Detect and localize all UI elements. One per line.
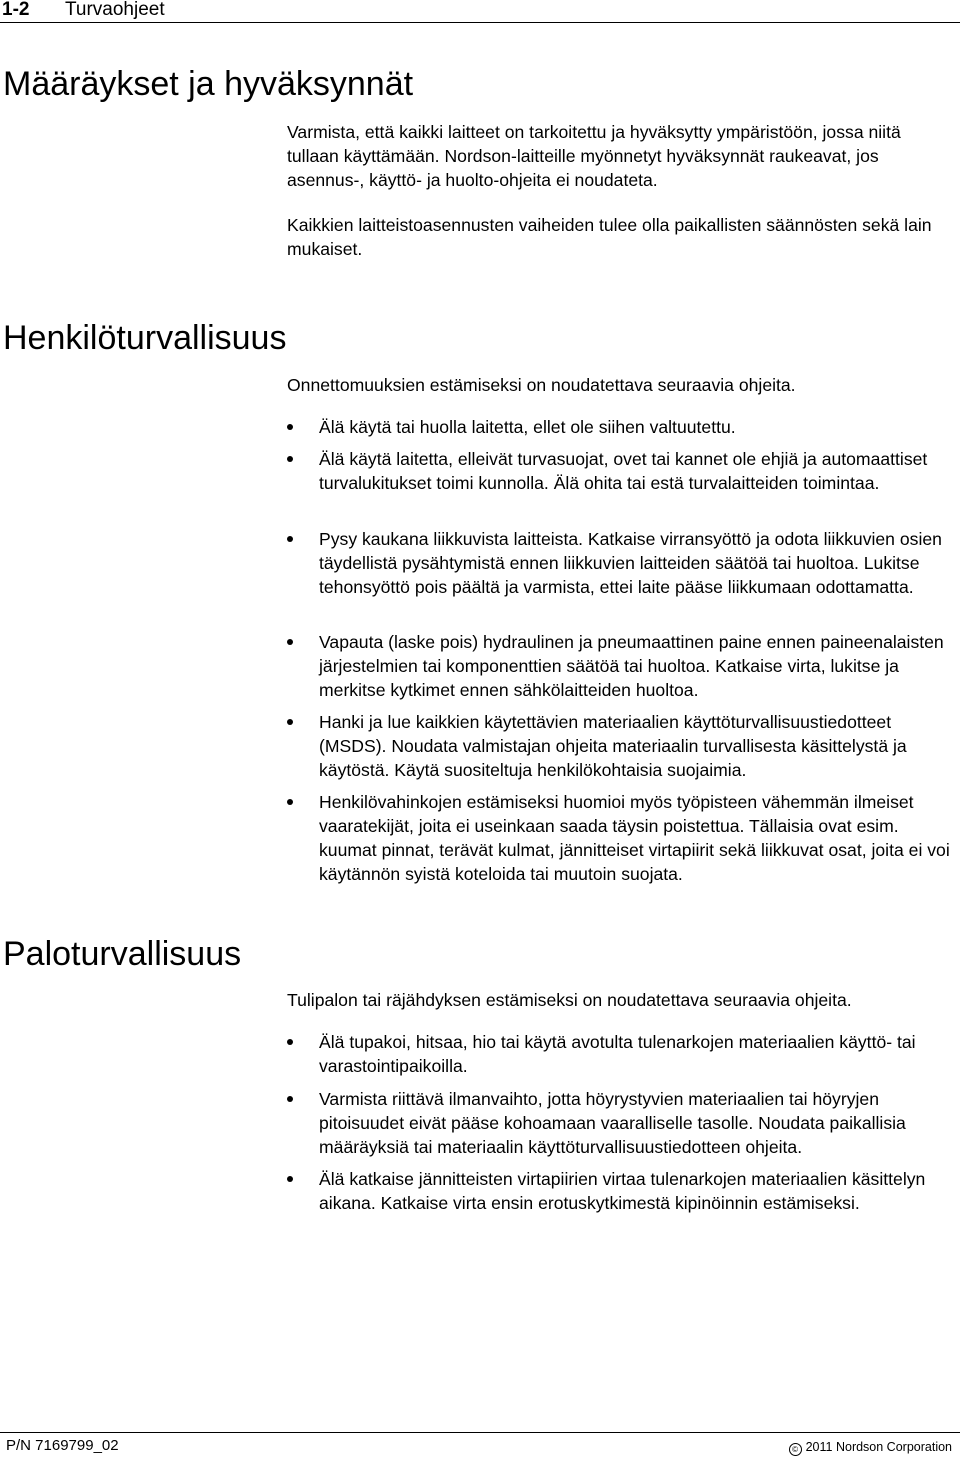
list-item <box>287 630 957 702</box>
list-item <box>287 1030 957 1078</box>
bullet-icon <box>287 1039 293 1045</box>
list-item <box>287 790 957 886</box>
intro-paragraph: Onnettomuuksien estämiseksi on noudatettava seuraavia ohjeita. <box>287 375 796 395</box>
list-item-text: Älä käytä laitetta, elleivät turvasuojat, ovet tai kannet ole ehjiä ja automaattiset turvalukitukset toimi kunnolla. Älä ohita tai estä turvalaitteiden toimintaa. <box>319 449 928 493</box>
list-item <box>287 1087 957 1159</box>
list-item <box>287 447 957 495</box>
list-item-text: Älä käytä tai huolla laitetta, ellet ole siihen valtuutettu. <box>319 417 736 437</box>
list-item <box>287 710 957 782</box>
copyright-icon: © <box>789 1443 802 1456</box>
list-item <box>287 1167 957 1215</box>
bullet-icon <box>287 719 293 725</box>
bullet-icon <box>287 424 293 430</box>
list-item-text: Älä tupakoi, hitsaa, hio tai käytä avotulta tulenarkojen materiaalien käyttö- tai varastointipaikoilla. <box>319 1032 916 1076</box>
bullet-icon <box>287 1096 293 1102</box>
regulations-body <box>287 120 952 261</box>
part-number: P/N 7169799_02 <box>6 1437 119 1454</box>
bullet-icon <box>287 799 293 805</box>
page-header <box>0 0 960 24</box>
list-item <box>287 415 957 439</box>
section-heading-fire-safety: Paloturvallisuus <box>3 935 242 973</box>
copyright-notice <box>789 1439 952 1456</box>
copyright-text: 2011 Nordson Corporation <box>805 1440 952 1454</box>
list-item-text: Älä katkaise jännitteisten virtapiirien virtaa tulenarkojen materiaalien käsittelyn aikana. Katkaise virta ensin erotuskytkimestä kipinöinnin estämiseksi. <box>319 1169 926 1213</box>
section-heading-regulations: Määräykset ja hyväksynnät <box>3 65 414 103</box>
regulations-paragraph: Varmista, että kaikki laitteet on tarkoitettu ja hyväksytty ympäristöön, jossa niitä tullaan käyttämään. Nordson-laitteille myönnetyt hyväksynnät raukeavat, jos asennus-, käyttö- ja huolto-ohjeita ei noudateta. <box>287 122 901 190</box>
regulations-paragraph: Kaikkien laitteistoasennusten vaiheiden tulee olla paikallisten säännösten sekä lain mukaiset. <box>287 215 932 259</box>
list-item-text: Hanki ja lue kaikkien käytettävien materiaalien käyttöturvallisuustiedotteet (MSDS). Noudata valmistajan ohjeita materiaalin turvallisesta käsittelystä ja käytöstä. Käytä suositeltuja henkilökohtaisia suojaimia. <box>319 712 907 780</box>
list-item-text: Henkilövahinkojen estämiseksi huomioi myös työpisteen vähemmän ilmeiset vaaratekijät, joita ei useinkaan saada täysin poistettua. Tällaisia ovat esim. kuumat pinnat, terävät kulmat, jännitteiset virtapiirit sekä liikkuvat osat, joita ei voi käytännön syistä koteloida tai muutoin suojata. <box>319 792 950 884</box>
bullet-icon <box>287 536 293 542</box>
header-divider <box>0 22 960 23</box>
header-title: Turvaohjeet <box>65 0 165 20</box>
bullet-icon <box>287 456 293 462</box>
bullet-icon <box>287 639 293 645</box>
list-item <box>287 527 957 599</box>
personal-safety-intro <box>287 373 952 397</box>
bullet-icon <box>287 1176 293 1182</box>
list-item-text: Pysy kaukana liikkuvista laitteista. Katkaise virransyöttö ja odota liikkuvien osien täydellistä pysähtymistä ennen liikkuvien laitteiden säätöä tai huoltoa. Lukitse tehonsyöttö pois päältä ja varmista, ettei laite pääse liikkumaan odottamatta. <box>319 529 942 597</box>
page-number: 1-2 <box>2 0 30 20</box>
intro-paragraph: Tulipalon tai räjähdyksen estämiseksi on noudatettava seuraavia ohjeita. <box>287 990 852 1010</box>
fire-safety-intro <box>287 988 952 1012</box>
list-item-text: Vapauta (laske pois) hydraulinen ja pneumaattinen paine ennen paineenalaisten järjestelmien tai komponenttien säätöä tai huoltoa. Katkaise virta, lukitse ja merkitse kytkimet ennen sähkölaitteiden huoltoa. <box>319 632 944 700</box>
list-item-text: Varmista riittävä ilmanvaihto, jotta höyrystyvien materiaalien tai höyryjen pitoisuudet eivät pääse kohoamaan vaaralliselle tasolle. Noudata paikallisia määräyksiä tai materiaalin käyttöturvallisuustiedotteen ohjeita. <box>319 1089 906 1157</box>
footer-divider <box>0 1432 960 1433</box>
section-heading-personal-safety: Henkilöturvallisuus <box>3 319 287 357</box>
